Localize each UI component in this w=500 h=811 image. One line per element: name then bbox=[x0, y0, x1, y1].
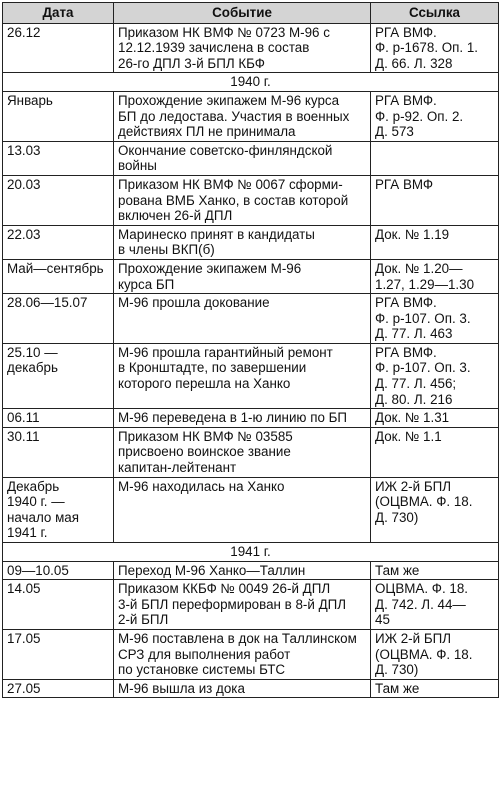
table-row bbox=[3, 679, 499, 698]
header-date: Дата bbox=[3, 3, 114, 24]
event-cell: Приказом НК ВМФ № 0067 сформи- рована ВМБ Ханко, в состав которой включен 26-й ДПЛ bbox=[114, 175, 371, 225]
event-cell: Окончание советско-финляндской войны bbox=[114, 141, 371, 175]
reference-cell: Док. № 1.1 bbox=[371, 427, 499, 477]
reference-cell: РГА ВМФ. Ф. р-1678. Оп. 1. Д. 66. Л. 328 bbox=[371, 23, 499, 73]
reference-cell: ОЦВМА. Ф. 18. Д. 742. Л. 44— 45 bbox=[371, 580, 499, 630]
date-cell: 22.03 bbox=[3, 225, 114, 259]
year-heading: 1940 г. bbox=[3, 73, 499, 92]
date-cell: 28.06—15.07 bbox=[3, 294, 114, 344]
reference-cell: РГА ВМФ. Ф. р-107. Оп. 3. Д. 77. Л. 456; Д. 80. Л. 216 bbox=[371, 343, 499, 408]
reference-cell: ИЖ 2-й БПЛ (ОЦВМА. Ф. 18. Д. 730) bbox=[371, 477, 499, 542]
table-row bbox=[3, 409, 499, 428]
reference-cell: РГА ВМФ. Ф. р-107. Оп. 3. Д. 77. Л. 463 bbox=[371, 294, 499, 344]
reference-cell: Док. № 1.31 bbox=[371, 409, 499, 428]
chronology-table bbox=[2, 2, 499, 698]
table-row bbox=[3, 91, 499, 141]
reference-cell: ИЖ 2-й БПЛ (ОЦВМА. Ф. 18. Д. 730) bbox=[371, 629, 499, 679]
reference-cell: Док. № 1.19 bbox=[371, 225, 499, 259]
reference-cell: РГА ВМФ. Ф. р-92. Оп. 2. Д. 573 bbox=[371, 91, 499, 141]
date-cell: Декабрь 1940 г. — начало мая 1941 г. bbox=[3, 477, 114, 542]
event-cell: М-96 находилась на Ханко bbox=[114, 477, 371, 542]
table-row bbox=[3, 175, 499, 225]
table-row bbox=[3, 561, 499, 580]
event-cell: М-96 поставлена в док на Таллинском СРЗ для выполнения работ по установке системы БТС bbox=[114, 629, 371, 679]
event-cell: Приказом НК ВМФ № 03585 присвоено воинское звание капитан-лейтенант bbox=[114, 427, 371, 477]
table-row bbox=[3, 141, 499, 175]
year-heading: 1941 г. bbox=[3, 543, 499, 562]
event-cell: Переход М-96 Ханко—Таллин bbox=[114, 561, 371, 580]
event-cell: Приказом НК ВМФ № 0723 М-96 с 12.12.1939 зачислена в состав 26-го ДПЛ 3-й БПЛ КБФ bbox=[114, 23, 371, 73]
header-event: Событие bbox=[114, 3, 371, 24]
table-row bbox=[3, 259, 499, 293]
table-row bbox=[3, 343, 499, 408]
reference-cell bbox=[371, 141, 499, 175]
event-cell: Прохождение экипажем М-96 курса БП до ледостава. Участия в военных действиях ПЛ не принимала bbox=[114, 91, 371, 141]
table-row bbox=[3, 427, 499, 477]
header-reference: Ссылка bbox=[371, 3, 499, 24]
table-row bbox=[3, 225, 499, 259]
event-cell: М-96 прошла гарантийный ремонт в Кронштадте, по завершении которого перешла на Ханко bbox=[114, 343, 371, 408]
header-row bbox=[3, 3, 499, 24]
date-cell: 17.05 bbox=[3, 629, 114, 679]
date-cell: 09—10.05 bbox=[3, 561, 114, 580]
date-cell: Январь bbox=[3, 91, 114, 141]
year-separator-row bbox=[3, 543, 499, 562]
date-cell: 27.05 bbox=[3, 679, 114, 698]
date-cell: 30.11 bbox=[3, 427, 114, 477]
table-row bbox=[3, 477, 499, 542]
date-cell: 14.05 bbox=[3, 580, 114, 630]
table-row bbox=[3, 294, 499, 344]
reference-cell: РГА ВМФ bbox=[371, 175, 499, 225]
reference-cell: Там же bbox=[371, 679, 499, 698]
date-cell: Май—сентябрь bbox=[3, 259, 114, 293]
date-cell: 20.03 bbox=[3, 175, 114, 225]
date-cell: 26.12 bbox=[3, 23, 114, 73]
event-cell: Маринеско принят в кандидаты в члены ВКП(б) bbox=[114, 225, 371, 259]
table-row bbox=[3, 580, 499, 630]
date-cell: 25.10 — декабрь bbox=[3, 343, 114, 408]
table-row bbox=[3, 629, 499, 679]
event-cell: М-96 переведена в 1-ю линию по БП bbox=[114, 409, 371, 428]
reference-cell: Док. № 1.20— 1.27, 1.29—1.30 bbox=[371, 259, 499, 293]
event-cell: Приказом ККБФ № 0049 26-й ДПЛ 3-й БПЛ переформирован в 8-й ДПЛ 2-й БПЛ bbox=[114, 580, 371, 630]
event-cell: Прохождение экипажем М-96 курса БП bbox=[114, 259, 371, 293]
date-cell: 13.03 bbox=[3, 141, 114, 175]
year-separator-row bbox=[3, 73, 499, 92]
reference-cell: Там же bbox=[371, 561, 499, 580]
table-body bbox=[3, 23, 499, 698]
table-row bbox=[3, 23, 499, 73]
event-cell: М-96 прошла докование bbox=[114, 294, 371, 344]
date-cell: 06.11 bbox=[3, 409, 114, 428]
event-cell: М-96 вышла из дока bbox=[114, 679, 371, 698]
